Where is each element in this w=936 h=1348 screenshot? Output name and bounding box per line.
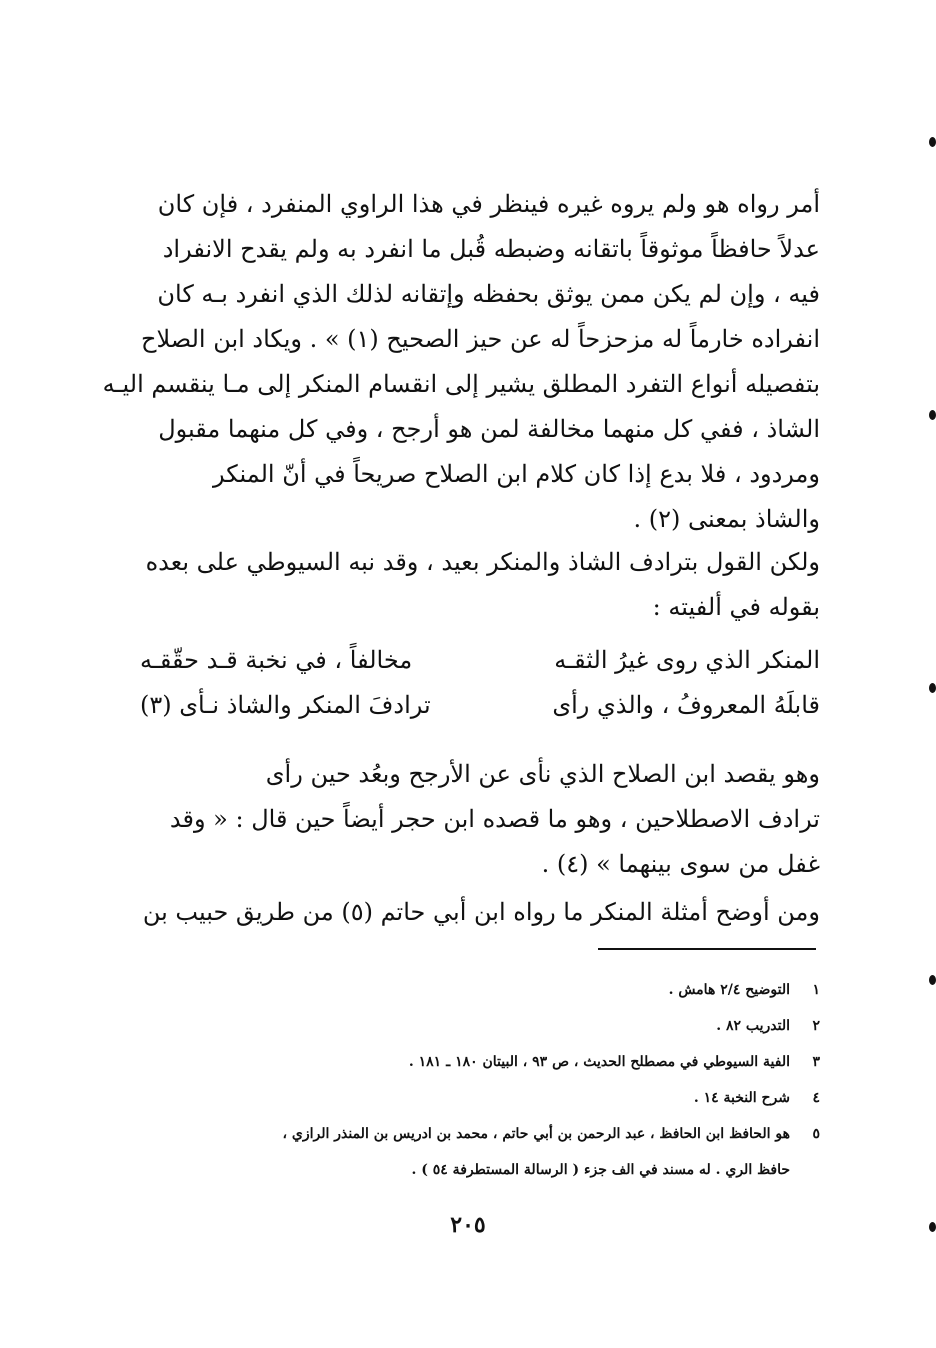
verse-hemistich-second: ترادفَ المنكر والشاذ نـأى (٣) xyxy=(140,691,431,719)
verse-hemistich-second: مخالفاً ، في نخبة قـد حقّقـه xyxy=(140,646,413,674)
text-line: ومن أوضح أمثلة المنكر ما رواه ابن أبي حاتم (٥) من طريق حبيب بن xyxy=(142,898,820,926)
scan-edge-mark xyxy=(929,1222,936,1232)
paragraph-3 xyxy=(140,752,820,887)
footnote-text: هو الحافظ ابن الحافظ ، عبد الرحمن بن أبي حاتم ، محمد بن ادريس بن المنذر الرازي ، xyxy=(282,1126,790,1142)
footnote-1 xyxy=(140,972,820,1008)
footnote-4 xyxy=(140,1080,820,1116)
footnote-5-continuation: حافظ الري . له مسند في الف جزء ( الرسالة المستطرفة ٥٤ ) . xyxy=(411,1162,790,1178)
footnote-number: ٢ xyxy=(812,1018,820,1034)
verse-hemistich-first: المنكر الذي روى غيرُ الثقـه xyxy=(554,646,820,674)
text-line: انفراده خارماً له مزحزحاً له عن حيز الصحيح (١) » . ويكاد ابن الصلاح xyxy=(140,325,820,353)
text-line: غفل من سوى بينهما » (٤) . xyxy=(541,850,820,878)
scan-edge-mark xyxy=(929,683,936,693)
page-number: ٢٠٥ xyxy=(450,1212,486,1238)
footnote-number: ٤ xyxy=(812,1090,820,1106)
footnote-text: التوضيح ٢/٤ هامش . xyxy=(668,982,790,998)
footnote-number: ٣ xyxy=(812,1054,820,1070)
text-line: بتفصيله أنواع التفرد المطلق يشير إلى انقسام المنكر إلى مـا ينقسم اليـه xyxy=(102,370,820,398)
footnote-text: شرح النخبة ١٤ . xyxy=(693,1090,790,1106)
footnote-number: ٥ xyxy=(812,1126,820,1142)
verse-hemistich-first: قابلَهُ المعروفُ ، والذي رأى xyxy=(552,691,820,719)
text-line: أمر رواه هو ولم يروه غيره فينظر في هذا الراوي المنفرد ، فإن كان xyxy=(157,190,820,218)
footnote-separator xyxy=(598,948,816,950)
text-line: فيه ، وإن لم يكن ممن يوثق بحفظه وإتقانه لذلك الذي انفرد بـه كان xyxy=(157,280,820,308)
footnote-text: التدريب ٨٢ . xyxy=(716,1018,790,1034)
paragraph-4 xyxy=(140,890,820,935)
scan-edge-mark xyxy=(929,137,936,147)
text-line: والشاذ بمعنى (٢) . xyxy=(633,505,820,533)
paragraph-2 xyxy=(140,540,820,630)
text-line: عدلاً حافظاً موثوقاً باتقانه وضبطه قُبل ما انفرد به ولم يقدح الانفراد xyxy=(162,235,820,263)
footnote-3 xyxy=(140,1044,820,1080)
verse-line-2 xyxy=(140,683,820,728)
text-line: ولكن القول بترادف الشاذ والمنكر بعيد ، وقد نبه السيوطي على بعده xyxy=(145,548,820,576)
poem-verse xyxy=(140,638,820,728)
text-line: وهو يقصد ابن الصلاح الذي نأى عن الأرجح وبعُد حين رأى xyxy=(265,760,820,788)
footnote-2 xyxy=(140,1008,820,1044)
footnote-text: الفية السيوطي في مصطلح الحديث ، ص ٩٣ ، البيتان ١٨٠ ـ ١٨١ . xyxy=(408,1054,790,1070)
text-line: ترادف الاصطلاحين ، وهو ما قصده ابن حجر أيضاً حين قال : « وقد xyxy=(169,805,820,833)
paragraph-1 xyxy=(102,182,820,542)
footnotes xyxy=(140,972,820,1188)
footnote-5 xyxy=(140,1116,820,1152)
text-line: ومردود ، فلا بدع إذا كان كلام ابن الصلاح صريحاً في أنّ المنكر xyxy=(212,460,820,488)
text-line: بقوله في ألفيته : xyxy=(652,593,820,621)
scan-edge-mark xyxy=(929,410,936,420)
text-line: الشاذ ، ففي كل منهما مخالفة لمن هو أرجح ، وفي كل منهما مقبول xyxy=(158,415,820,443)
verse-line-1 xyxy=(140,638,820,683)
footnote-number: ١ xyxy=(812,982,820,998)
scan-edge-mark xyxy=(929,975,936,985)
